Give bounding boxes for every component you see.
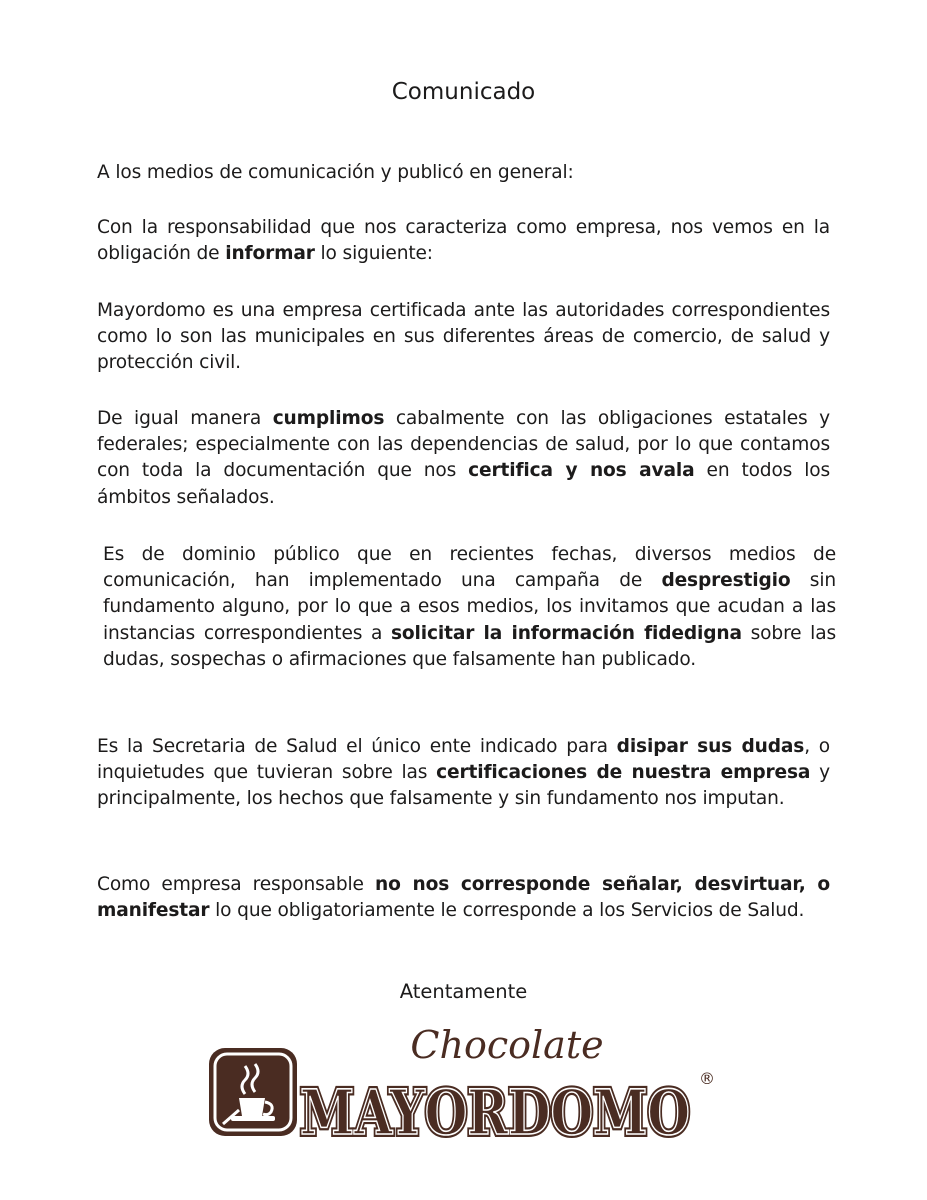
paragraph-6: Como empresa responsable no nos corresponde señalar, desvirtuar, o manifestar lo que obligatoriamente le corresponde a los Servicios de Salud. [97,874,830,922]
logo-brand-outline: MAYORDOMO [300,1076,690,1144]
document-title: Comunicado [391,79,536,105]
logo-script-text: Chocolate [410,1024,604,1067]
greeting: A los medios de comunicación y publicó en general: [97,162,574,183]
logo-brand-text: MAYORDOMO [300,1076,690,1144]
cup-emblem-icon [209,1048,297,1136]
mayordomo-logo [207,1024,727,1144]
paragraph-4: Es de dominio público que en recientes fechas, diversos medios de comunicación, han implementado una campaña de desprestigio sin fundamento alguno, por lo que a esos medios, los invitamos que acudan a las instancias correspondientes a solicitar la información fidedigna sobre las dudas, sospechas o afirmaciones que falsamente han publicado. [103,544,836,670]
closing-salutation: Atentamente [399,980,528,1003]
paragraph-2: Mayordomo es una empresa certificada ante las autoridades correspondientes como lo son las municipales en sus diferentes áreas de comercio, de salud y protección civil. [97,300,830,374]
paragraph-5: Es la Secretaria de Salud el único ente indicado para disipar sus dudas, o inquietudes que tuvieran sobre las certificaciones de nuestra empresa y principalmente, los hechos que falsamente y sin fundamento nos imputan. [97,736,830,810]
paragraph-3: De igual manera cumplimos cabalmente con las obligaciones estatales y federales; especialmente con las dependencias de salud, por lo que contamos con toda la documentación que nos certifica y nos avala en todos los ámbitos señalados. [97,408,830,508]
registered-mark: ® [699,1069,715,1088]
paragraph-1: Con la responsabilidad que nos caracteriza como empresa, nos vemos en la obligación de informar lo siguiente: [97,217,830,265]
